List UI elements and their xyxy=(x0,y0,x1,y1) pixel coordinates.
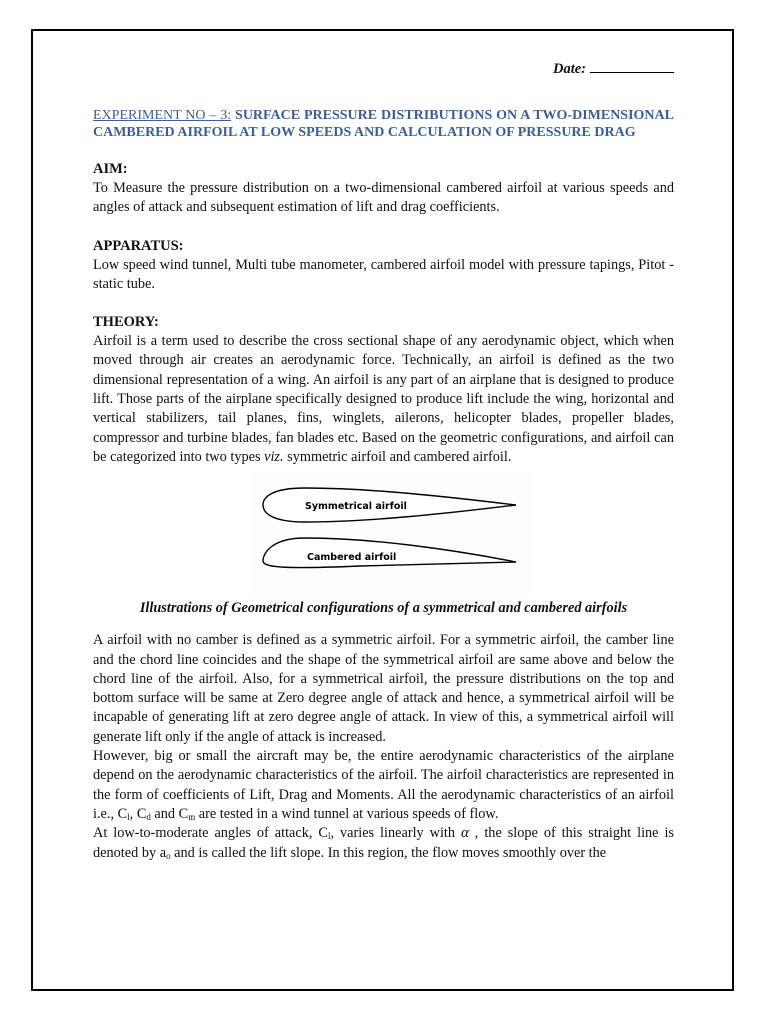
figure-caption: Illustrations of Geometrical configurations of a symmetrical and cambered airfoils xyxy=(139,600,628,617)
sub-l-2: l xyxy=(327,831,331,842)
theory-paragraph xyxy=(93,332,674,467)
theory-section xyxy=(93,313,674,467)
sub-d: d xyxy=(146,811,151,822)
cambered-airfoil-label: Cambered airfoil xyxy=(306,552,396,564)
sub-l: l xyxy=(127,811,130,822)
lift-text-d: and is called the lift slope. In this region, the flow moves smoothly over the xyxy=(170,844,607,861)
date-label: Date: xyxy=(552,61,586,77)
experiment-title-text: SURFACE PRESSURE DISTRIBUTIONS ON A TWO-DIMENSIONAL CAMBERED AIRFOIL AT LOW SPEEDS AND CALCULATION OF PRESSURE DRAG xyxy=(93,108,674,140)
theory-text-a: Airfoil is a term used to describe the cross sectional shape of any aerodynamic object, which when moved through air creates an aerodynamic force. Technically, an airfoil is defined as the two dimensional representation of a wing. An airfoil is any part of an airplane that is designed to produce lift. Those parts of the airplane specifically designed to produce lift include the wing, horizontal and vertical stabilizers, tail planes, fins, winglets, ailerons, helicopter blades, propeller blades, compressor and turbine blades, fan blades etc. Based on the geometric configurations, and airfoil can be categorized into two types xyxy=(93,333,674,465)
apparatus-section xyxy=(93,237,674,295)
coeff-text-b: are tested in a wind tunnel at various speeds of flow. xyxy=(195,805,499,822)
coeff-sep2: and C xyxy=(150,805,189,822)
aim-section xyxy=(93,160,674,218)
document-body xyxy=(93,59,674,863)
sub-o: o xyxy=(166,850,171,861)
airfoil-figure xyxy=(250,473,530,593)
lift-text-a: At low-to-moderate angles of attack, C xyxy=(93,825,328,842)
airfoil-illustration xyxy=(250,473,530,593)
theory-text-b: symmetric airfoil and cambered airfoil. xyxy=(283,448,512,465)
lift-text-c: , the slope of this straight line is denoted by a xyxy=(93,825,675,861)
theory-heading: THEORY: xyxy=(93,314,159,331)
symmetrical-airfoil-label: Symmetrical airfoil xyxy=(304,501,407,513)
coeff-text-a: However, big or small the aircraft may be, the entire aerodynamic characteristics of the airplane depend on the aerodynamic characteristics of the airfoil. The airfoil characteristics are represented in the form of coefficients of Lift, Drag and Moments. All the aerodynamic characteristics of an airfoil i.e., C xyxy=(93,748,674,822)
lift-slope-paragraph xyxy=(93,824,674,863)
aim-heading: AIM: xyxy=(93,161,128,177)
alpha-symbol: α xyxy=(461,825,469,842)
date-field xyxy=(93,59,674,79)
lift-text-b: , varies linearly with xyxy=(330,825,461,842)
experiment-number: EXPERIMENT NO – 3: xyxy=(93,108,232,123)
experiment-title xyxy=(93,107,674,141)
sub-m: m xyxy=(188,811,196,822)
coeff-sep1: , C xyxy=(129,805,147,822)
apparatus-heading: APPARATUS: xyxy=(93,237,184,254)
aim-text: To Measure the pressure distribution on a two-dimensional cambered airfoil at various speeds and angles of attack and subsequent estimation of lift and drag coefficients. xyxy=(93,180,674,216)
theory-viz: viz. xyxy=(264,448,284,465)
coefficients-paragraph xyxy=(93,747,674,824)
date-blank-line xyxy=(590,59,674,73)
symmetric-airfoil-paragraph: A airfoil with no camber is defined as a symmetric airfoil. For a symmetric airfoil, the camber line and the chord line coincides and the shape of the symmetrical airfoil are same above and below the chord line of the airfoil. Also, for a symmetrical airfoil, the pressure distributions on the top and bottom surface will be same at Zero degree angle of attack and hence, a symmetrical airfoil will be incapable of generating lift at zero degree angle of attack. In view of this, a symmetrical airfoil will generate lift only if the angle of attack is increased. xyxy=(93,632,674,745)
apparatus-text: Low speed wind tunnel, Multi tube manometer, cambered airfoil model with pressure tapings, Pitot - static tube. xyxy=(93,256,674,292)
